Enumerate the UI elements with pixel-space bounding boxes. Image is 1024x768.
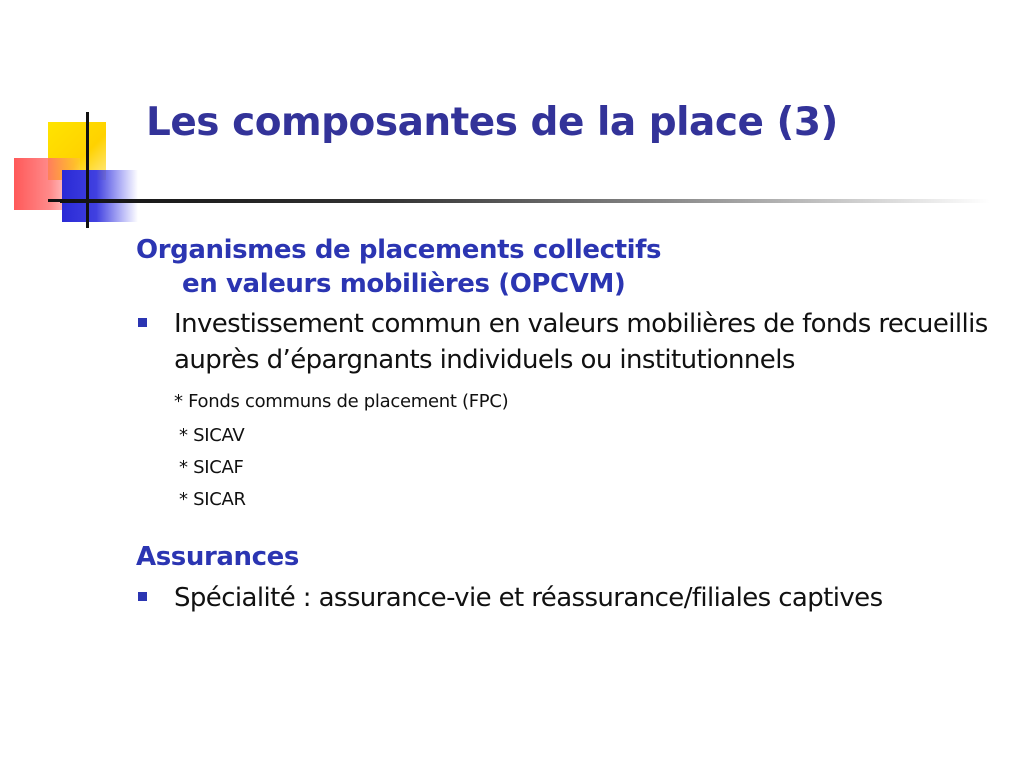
slide-logo-decoration <box>0 0 150 240</box>
bullet-text: Spécialité : assurance-vie et réassurance/filiales captives <box>174 583 883 613</box>
bullet-item <box>136 306 996 378</box>
bullet-text: Investissement commun en valeurs mobilières de fonds recueillis auprès d’épargnants individuels ou institutionnels <box>174 309 988 375</box>
slide-title: Les composantes de la place (3) <box>146 100 838 145</box>
section-heading-assurances: Assurances <box>136 542 299 572</box>
logo-vertical-line <box>86 112 89 228</box>
square-bullet-icon <box>138 318 147 327</box>
sub-list-item: * SICAV <box>179 425 245 446</box>
logo-blue-square <box>62 170 138 222</box>
section-heading-line2: en valeurs mobilières (OPCVM) <box>182 269 626 299</box>
slide-content <box>136 233 996 616</box>
section-heading-line1: Organismes de placements collectifs <box>136 235 662 265</box>
sub-list-item: * SICAF <box>179 457 244 478</box>
sub-list-item: * Fonds communs de placement (FPC) <box>174 391 509 412</box>
square-bullet-icon <box>138 592 147 601</box>
bullet-item <box>136 580 996 616</box>
sub-list-item: * SICAR <box>179 489 246 510</box>
title-divider-line <box>60 199 990 203</box>
sub-list <box>136 386 996 516</box>
section-heading-opcvm <box>136 233 996 301</box>
